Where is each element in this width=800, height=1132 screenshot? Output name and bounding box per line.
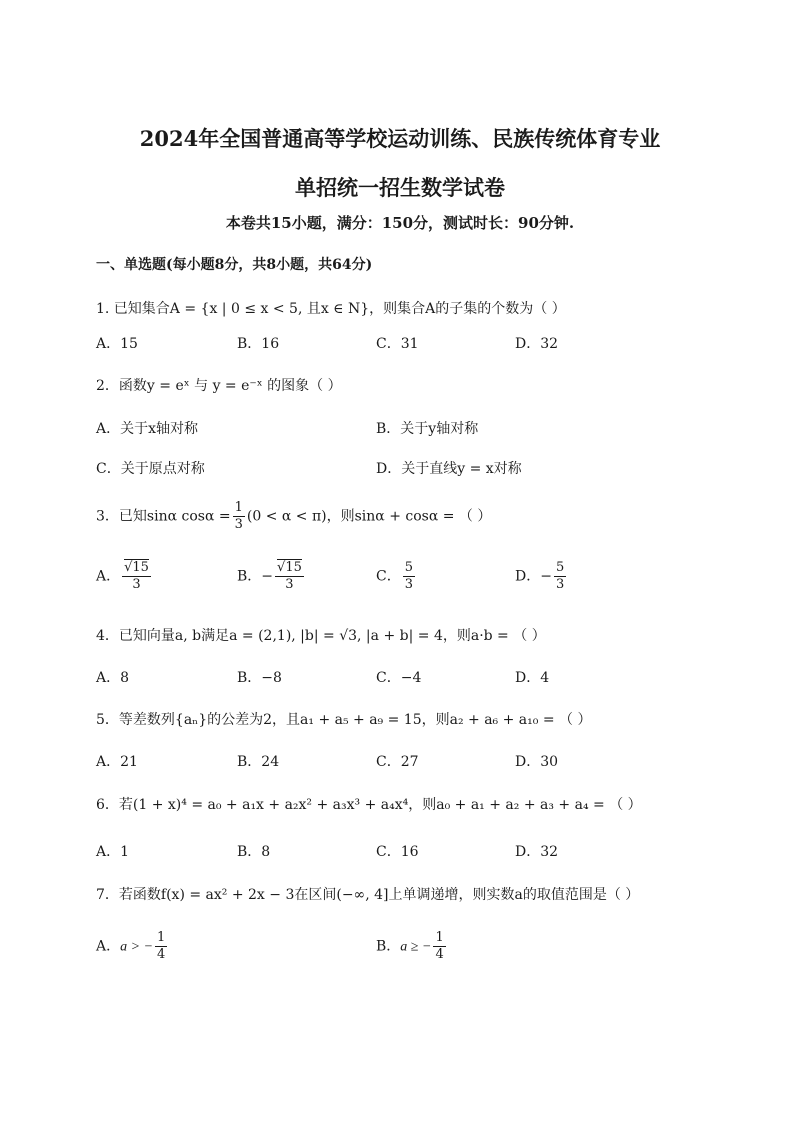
q7-option-b-pre: a ≥ − [400,939,432,955]
q3-option-a-den: 3 [132,577,141,592]
question-3 [96,500,491,533]
q7-option-a-label: A． [96,938,121,955]
question-6: 6．若(1 + x)⁴ = a₀ + a₁x + a₂x² + a₃x³ + a₄x⁴，则a₀ + a₁ + a₂ + a₃ + a₄ = （ ） [96,797,642,813]
exam-info: 本卷共15小题，满分：150分，测试时长：90分钟. [225,214,575,232]
q3-option-b-sign: − [261,568,274,585]
q7-option-b-label: B． [376,938,401,955]
question-4: 4．已知向量a, b满足a = (2,1), |b| = √3, |a + b| = 4，则a·b = （ ） [96,628,546,644]
q1-option-d: D．32 [515,336,559,352]
q4-option-a: A．8 [96,670,130,686]
q1-option-b: B．16 [237,336,280,352]
q3-option-d-den: 3 [555,577,565,592]
question-2: 2．函数y = eˣ 与 y = e⁻ˣ 的图象（ ） [96,378,342,394]
q4-option-c: C．−4 [376,670,422,686]
q1-option-c: C．31 [376,336,419,352]
q3-option-c-label: C． [376,568,401,585]
q3-option-a [96,560,153,593]
q7-option-a-num: 1 [157,930,166,945]
q3-frac-num: 1 [234,500,243,515]
exam-title-line1: 2024年全国普通高等学校运动训练、民族传统体育专业 [139,126,661,151]
q3-option-d-sign: − [540,568,552,585]
q3-option-a-num: √15 [124,560,149,575]
q3-text-a: 3．已知sinα cosα = [96,508,231,525]
question-5: 5．等差数列{aₙ}的公差为2，且a₁ + a₅ + a₉ = 15，则a₂ + a₆ + a₁₀ = （ ） [96,712,592,728]
q3-option-b-label: B． [237,568,262,585]
q7-option-b-num: 1 [435,930,444,945]
q3-fraction [233,500,245,533]
question-7: 7．若函数f(x) = ax² + 2x − 3在区间(−∞, 4]上单调递增，则实数a的取值范围是（ ） [96,887,640,903]
q1-option-a: A．15 [96,336,138,352]
q7-option-b-den: 4 [435,947,444,962]
q2-option-d: D．关于直线y = x对称 [376,461,522,477]
question-1: 1. 已知集合A = {x | 0 ≤ x < 5, 且x ∈ N}，则集合A的子集的个数为（ ） [96,301,566,317]
q3-text-b: (0 < α < π)，则sinα + cosα = （ ） [246,508,492,525]
q3-option-c-den: 3 [404,577,413,592]
q4-option-d: D．4 [515,670,550,686]
q6-option-b: B．8 [237,844,271,860]
q2-option-a: A．关于x轴对称 [96,421,199,437]
section-heading: 一、单选题(每小题8分，共8小题，共64分) [96,257,373,273]
q3-option-a-label: A． [96,568,121,585]
q3-option-c-num: 5 [404,560,413,575]
q3-option-b [237,560,306,593]
q2-option-b: B．关于y轴对称 [376,421,479,437]
q7-option-a-pre: a > − [120,939,154,955]
q3-option-c [376,560,417,593]
q3-option-d [515,560,568,593]
q5-option-a: A．21 [96,754,138,770]
q5-option-b: B．24 [237,754,280,770]
q3-frac-den: 3 [234,517,243,532]
q3-option-d-label: D． [515,568,541,585]
q4-option-b: B．−8 [237,670,282,686]
q3-option-d-num: 5 [555,560,565,575]
exam-title-line2: 单招统一招生数学试卷 [295,175,505,200]
q6-option-c: C．16 [376,844,419,860]
q7-option-a [96,930,169,963]
q5-option-d: D．30 [515,754,559,770]
q7-option-a-den: 4 [157,947,166,962]
q3-option-b-num: √15 [277,560,302,575]
q7-option-b [376,930,448,963]
q5-option-c: C．27 [376,754,419,770]
q6-option-d: D．32 [515,844,559,860]
q6-option-a: A．1 [96,844,130,860]
q2-option-c: C．关于原点对称 [96,461,205,477]
q3-option-b-den: 3 [285,577,294,592]
